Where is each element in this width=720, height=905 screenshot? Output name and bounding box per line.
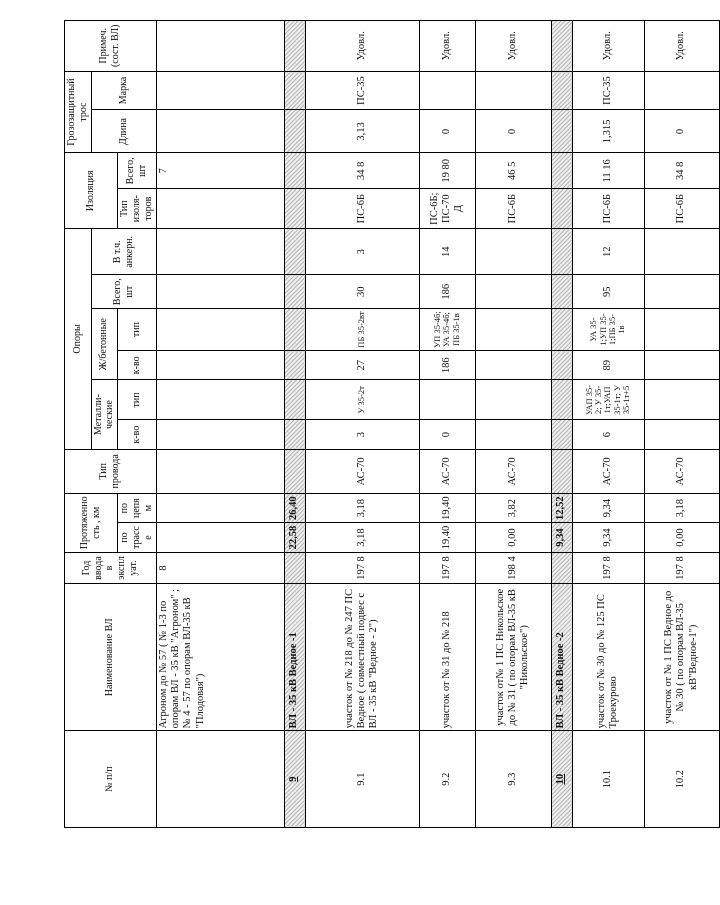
- section-name: ВЛ - 35 кВ Ведное -1: [284, 584, 305, 731]
- row-name: Агроном до № 57 ( № 1-3 по опорам ВЛ - 35 кВ "Агроном" ; № 4 - 57 по опорам ВЛ-35 кВ "Плодовая"): [156, 584, 284, 731]
- row-metal-type: У 35-2т: [305, 380, 419, 420]
- section-length-route: 9,34: [551, 523, 572, 552]
- row-ins-total: 11 16: [572, 153, 644, 189]
- row-num: 9.2: [419, 731, 475, 828]
- header-total: Всего, шт: [91, 275, 156, 309]
- row-total: [644, 275, 719, 309]
- header-length-route: по трассе: [118, 523, 156, 552]
- row-length-route: 0,00: [475, 523, 551, 552]
- row-concrete-type: [644, 309, 719, 351]
- header-note: Примеч. (сост. ВЛ): [65, 21, 157, 72]
- header-num: № п/п: [65, 731, 157, 828]
- header-cable: Грозозащитный трос: [65, 71, 92, 153]
- row-year: 8: [156, 552, 284, 584]
- row-concrete-type: ПБ 35-2вт: [305, 309, 419, 351]
- row-concrete-count: [156, 351, 284, 380]
- row-concrete-type: УП 35-4б; УА 35-4б; ПБ 35-1в: [419, 309, 475, 351]
- row-length-chain: 3,18: [644, 493, 719, 522]
- row-anchor: 3: [305, 229, 419, 275]
- row-note: Удовл.: [572, 21, 644, 72]
- row-length-route: 3,18: [305, 523, 419, 552]
- row-year: 197 8: [305, 552, 419, 584]
- row-metal-count: 6: [572, 420, 644, 449]
- row-metal-count: 3: [305, 420, 419, 449]
- table-row: [644, 21, 719, 828]
- row-ins-total: 34 8: [305, 153, 419, 189]
- section-length-chain: 26,40: [284, 493, 305, 522]
- row-cable-len: 1,315: [572, 110, 644, 153]
- row-cable-mark: [644, 71, 719, 110]
- row-anchor: 12: [572, 229, 644, 275]
- header-metal-type: тип: [118, 380, 156, 420]
- row-metal-type: [156, 380, 284, 420]
- table-row: [305, 21, 419, 828]
- row-cable-mark: [419, 71, 475, 110]
- header-ins-total: Всего, шт: [118, 153, 156, 189]
- row-note: [156, 21, 284, 72]
- header-ins-type: Тип изоля-торов: [118, 189, 156, 229]
- row-year: 197 8: [644, 552, 719, 584]
- section-row: [284, 21, 305, 828]
- row-note: Удовл.: [305, 21, 419, 72]
- row-concrete-count: 27: [305, 351, 419, 380]
- row-cable-mark: [475, 71, 551, 110]
- header-cable-mark: Марка: [91, 71, 156, 110]
- row-year: 198 4: [475, 552, 551, 584]
- row-ins-total: 7: [156, 153, 284, 189]
- header-concrete-type: тип: [118, 309, 156, 351]
- row-cable-len: [156, 110, 284, 153]
- header-length: Протяженность , км: [65, 493, 118, 552]
- row-note: Удовл.: [419, 21, 475, 72]
- header-year: Год ввода в эксплуат.: [65, 552, 157, 584]
- power-lines-table: [64, 20, 720, 828]
- row-concrete-type: [475, 309, 551, 351]
- header-concrete-count: к-во: [118, 351, 156, 380]
- row-name: участок от№ 1 ПС Никольское до № 31 ( по опорам ВЛ-35 кВ "Никольское"): [475, 584, 551, 731]
- row-cable-mark: ПС-35: [305, 71, 419, 110]
- row-metal-type: [644, 380, 719, 420]
- section-name: ВЛ - 35 кВ Ведное -2: [551, 584, 572, 731]
- section-year: [284, 552, 305, 584]
- row-length-route: 0,00: [644, 523, 719, 552]
- row-year: 197 8: [419, 552, 475, 584]
- row-ins-type: ПС-6Б: [305, 189, 419, 229]
- section-num: 10: [551, 731, 572, 828]
- row-metal-count: [156, 420, 284, 449]
- row-length-route: 9,34: [572, 523, 644, 552]
- table-row: [572, 21, 644, 828]
- row-num: 9.3: [475, 731, 551, 828]
- row-length-route: 19,40: [419, 523, 475, 552]
- row-cable-len: 0: [644, 110, 719, 153]
- row-total: 95: [572, 275, 644, 309]
- row-length-route: [156, 523, 284, 552]
- row-num: 9.1: [305, 731, 419, 828]
- row-ins-type: ПС-6Б: [475, 189, 551, 229]
- table-row: [475, 21, 551, 828]
- row-total: 30: [305, 275, 419, 309]
- header-insulation: Изоляция: [65, 153, 118, 229]
- row-concrete-count: 89: [572, 351, 644, 380]
- row-ins-total: 19 80: [419, 153, 475, 189]
- row-total: [156, 275, 284, 309]
- row-anchor: 14: [419, 229, 475, 275]
- row-concrete-count: [475, 351, 551, 380]
- row-concrete-type: [156, 309, 284, 351]
- row-wire: АС-70: [475, 449, 551, 493]
- row-wire: АС-70: [572, 449, 644, 493]
- header-row-1: [65, 21, 92, 828]
- row-note: Удовл.: [475, 21, 551, 72]
- rotated-table-container: [64, 20, 699, 828]
- row-wire: [156, 449, 284, 493]
- row-total: 186: [419, 275, 475, 309]
- row-cable-len: 0: [419, 110, 475, 153]
- table-row: [419, 21, 475, 828]
- row-year: 197 8: [572, 552, 644, 584]
- header-cable-len: Длина: [91, 110, 156, 153]
- row-wire: АС-70: [644, 449, 719, 493]
- row-wire: АС-70: [419, 449, 475, 493]
- row-metal-type: [419, 380, 475, 420]
- row-anchor: [475, 229, 551, 275]
- row-length-chain: 3,82: [475, 493, 551, 522]
- header-concrete: Ж/бетонные: [91, 309, 118, 380]
- section-length-chain: 12,52: [551, 493, 572, 522]
- section-row: [551, 21, 572, 828]
- row-metal-count: 0: [419, 420, 475, 449]
- header-name: Наименование ВЛ: [65, 584, 157, 731]
- row-name: участок от № 1 ПС Ведное до № 30 ( по опорам ВЛ-35 кВ"Ведное-1"): [644, 584, 719, 731]
- row-ins-type: [156, 189, 284, 229]
- row-num: 10.1: [572, 731, 644, 828]
- row-length-chain: [156, 493, 284, 522]
- header-metal: Металли-ческие: [91, 380, 118, 449]
- row-cable-mark: [156, 71, 284, 110]
- row-metal-type: УАП 35-2; У 35-1т;УАП 35-1т; У 35-1т+5: [572, 380, 644, 420]
- row-concrete-count: 186: [419, 351, 475, 380]
- row-anchor: [644, 229, 719, 275]
- row-metal-count: [475, 420, 551, 449]
- row-name: участок от № 31 до № 218: [419, 584, 475, 731]
- row-anchor: [156, 229, 284, 275]
- header-anchor: В т.ч. анкерн.: [91, 229, 156, 275]
- header-length-chain: по цепям: [118, 493, 156, 522]
- row-ins-type: ПС-6Б; ПС-70Д: [419, 189, 475, 229]
- header-supports: Опоры: [65, 229, 92, 450]
- row-name: участок от № 218 до № 247 ПС Ведное ( совместный подвес с ВЛ - 35 кВ "Ведное - 2"): [305, 584, 419, 731]
- row-cable-len: 3,13: [305, 110, 419, 153]
- header-metal-count: к-во: [118, 420, 156, 449]
- section-year: [551, 552, 572, 584]
- row-concrete-type: УА 35-1;УП 35-1;ПБ 35-1в: [572, 309, 644, 351]
- row-length-chain: 19,40: [419, 493, 475, 522]
- row-cable-len: 0: [475, 110, 551, 153]
- section-num: 9: [284, 731, 305, 828]
- row-note: Удовл.: [644, 21, 719, 72]
- row-metal-count: [644, 420, 719, 449]
- header-wire: Тип провода: [65, 449, 157, 493]
- row-ins-type: ПС-6Б: [644, 189, 719, 229]
- row-ins-total: 46 5: [475, 153, 551, 189]
- row-total: [475, 275, 551, 309]
- section-length-route: 22,58: [284, 523, 305, 552]
- row-length-chain: 3,18: [305, 493, 419, 522]
- row-wire: АС-70: [305, 449, 419, 493]
- table-row: [156, 21, 284, 828]
- row-ins-type: ПС-6Б: [572, 189, 644, 229]
- row-ins-total: 34 8: [644, 153, 719, 189]
- row-length-chain: 9,34: [572, 493, 644, 522]
- row-concrete-count: [644, 351, 719, 380]
- row-name: участок от № 30 до № 125 ПС Троекурово: [572, 584, 644, 731]
- row-num: 10.2: [644, 731, 719, 828]
- row-num: [156, 731, 284, 828]
- row-metal-type: [475, 380, 551, 420]
- row-cable-mark: ПС-35: [572, 71, 644, 110]
